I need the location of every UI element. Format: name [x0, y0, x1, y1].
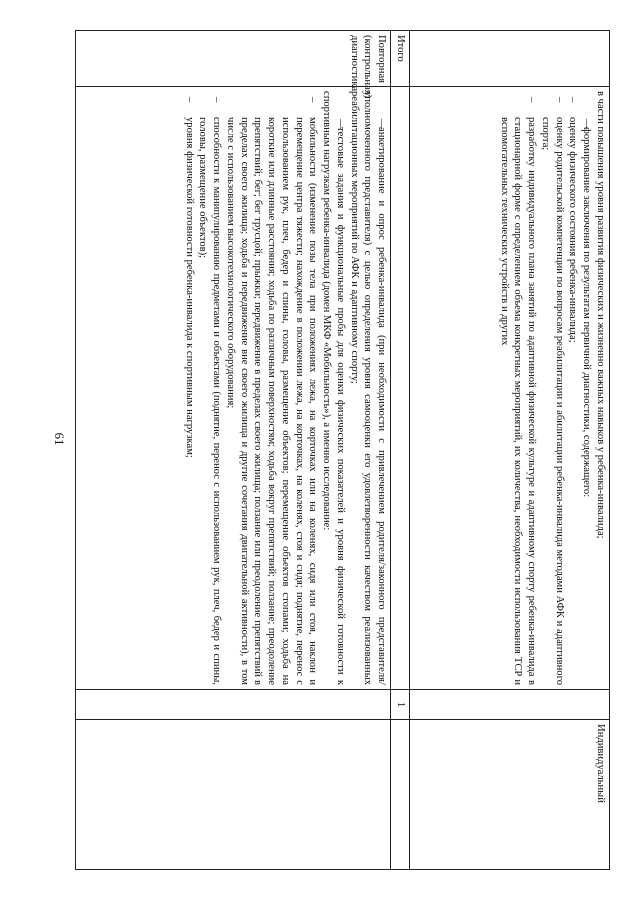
form-line-text: формирование заключения по результатам первичной диагностики, содержащего:	[581, 127, 593, 498]
row2-format-cell	[76, 720, 391, 870]
research-list	[182, 91, 320, 685]
total-label: Итого	[391, 31, 410, 87]
table-row	[410, 31, 610, 870]
rotated-table-area	[75, 30, 610, 870]
row1-count-cell	[410, 690, 610, 720]
row2-count-cell	[76, 690, 391, 720]
row1-label-cell	[410, 31, 610, 87]
row2-label: Повторная (контрольная) диагностика	[76, 31, 391, 87]
list-item: – разработку индивидуального плана занятий по адаптивной физической культуре и адаптивному спорту ребенка-инвалида в стационарной форме с определением объема конкретных мероприятий, их количества, необходимости использования ТСР и вспомогательных технических устройств и других	[498, 97, 538, 685]
list-item: – способности к манипулированию предметами и объектами (поднятие, перенос с использованием рук, плеч, бедер и спины, головы, размещение объектов);	[197, 97, 223, 685]
list-item: – оценку родительской компетенции по вопросам реабилитации и абилитации ребенка-инвалида методами АФК и адаптивного спорта;	[539, 97, 565, 685]
row1-format-cell: Индивидуальный	[410, 720, 610, 870]
list-item: – оценку физического состояния ребенка-инвалида;	[567, 97, 579, 343]
services-table	[75, 30, 610, 870]
paragraph: —тестовые задания и функциональные пробы для оценки физических показателей и уровня физической готовности к спортивным нагрузкам ребенка-инвалида (домен МКФ «Мобильность»), а именно исследование:	[321, 91, 346, 685]
table-row	[76, 31, 391, 870]
total-empty-cell	[391, 87, 410, 690]
form-line: —формирование заключения по результатам первичной диагностики, содержащего:	[581, 119, 593, 498]
diagnostics-list	[497, 91, 580, 685]
list-item: – мобильности (изменение позы тела при положениях лежа, на корточках или на коленях, сидя или стоя, наклон и перемещение центра тяжести; нахождение в положении лежа, на корточках, на коленях, стоя и сидя; поднятие, перенос с использованием рук, плеч, бедер и спины, головы, размещение объектов; перемещение объектов стопами; ходьба на короткие или длинные расстояния; ходьба по различным поверхностям; ходьба вокруг препятствий; ползание; преодоление препятствий; бег; бег трусцой; прыжки; передвижение в пределах своего жилища; ползание или преодоление препятствий в пределах своего жилища; ходьба и передвижение вне своего жилища и другие сочетания двигательной активности), в том числе с использованием высокотехнологического оборудования;	[224, 97, 319, 685]
table-row	[391, 31, 410, 870]
row2-content-cell	[76, 87, 391, 690]
row1-content-cell	[410, 87, 610, 690]
lead-line: в части повышения уровня развития физических и жизненно важных навыков у ребенка-инвалида;	[595, 91, 606, 539]
total-format-cell	[391, 720, 410, 870]
total-count: 1	[391, 690, 410, 720]
paragraph: —анкетирование и опрос ребенка-инвалида (при необходимости с привлечением родителя/законного представителя/уполномоченного представителя) с целью определения уровня самооценки его удовлетворенности качеством реализованных реабилитационных мероприятий по АФК и адаптивному спорту;	[348, 91, 388, 685]
page-number: 61	[52, 432, 67, 446]
list-item: – уровня физической готовности ребенка-инвалида к спортивным нагрузкам;	[183, 97, 195, 458]
